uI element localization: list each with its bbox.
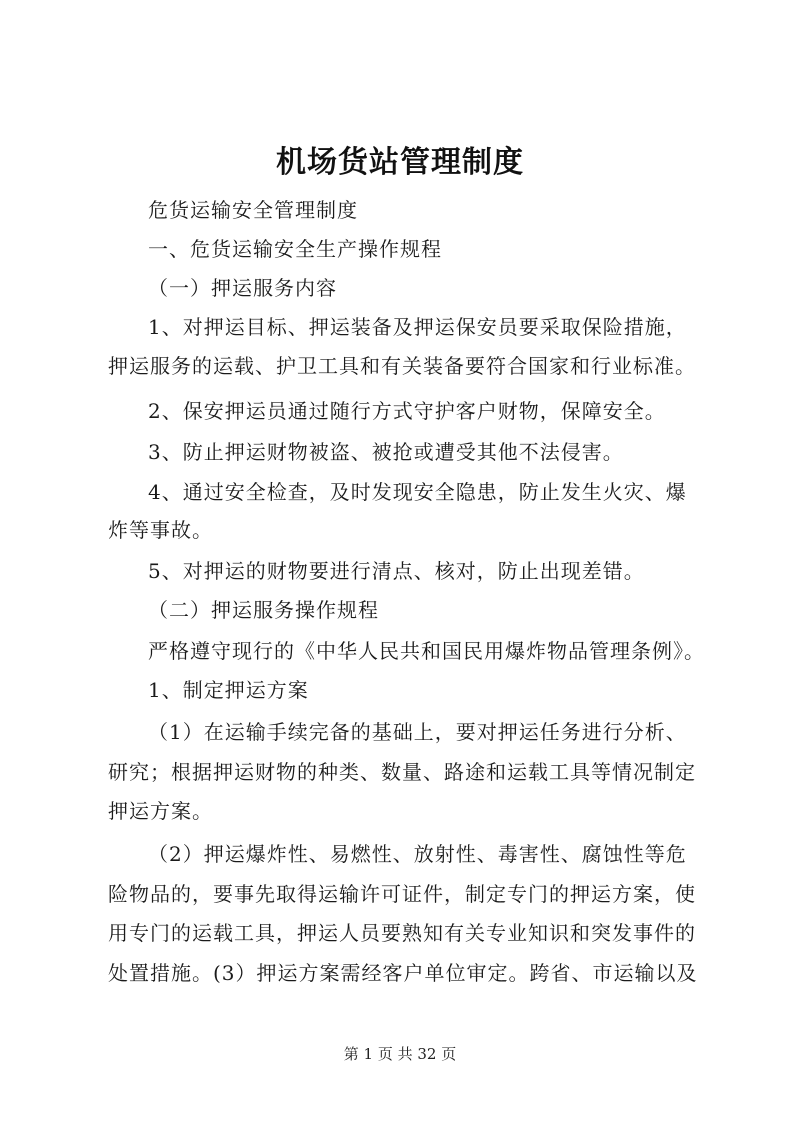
paragraph-line: （1）在运输手续完备的基础上，要对押运任务进行分析、: [148, 720, 687, 744]
paragraph-line: 处置措施。(3）押运方案需经客户单位审定。跨省、市运输以及: [108, 961, 698, 985]
paragraph-line: 1、制定押运方案: [148, 678, 309, 702]
section-heading: 一、危货运输安全生产操作规程: [148, 237, 442, 261]
paragraph-line: 用专门的运载工具，押运人员要熟知有关专业知识和突发事件的: [108, 921, 696, 945]
paragraph-line: 4、通过安全检查，及时发现安全隐患，防止发生火灾、爆: [148, 480, 687, 504]
paragraph-line: 2、保安押运员通过随行方式守护客户财物，保障安全。: [148, 399, 666, 423]
paragraph-line: 严格遵守现行的《中华人民共和国民用爆炸物品管理条例》。: [148, 639, 705, 663]
paragraph-line: 5、对押运的财物要进行清点、核对，防止出现差错。: [148, 559, 645, 583]
document-title: 机场货站管理制度: [276, 145, 524, 180]
paragraph-line: 炸等事故。: [108, 518, 213, 542]
paragraph-line: 研究；根据押运财物的种类、数量、路途和运载工具等情况制定: [108, 760, 696, 784]
paragraph-line: 3、防止押运财物被盗、被抢或遭受其他不法侵害。: [148, 440, 624, 464]
page-footer: 第 1 页 共 32 页: [343, 1045, 457, 1063]
subsection-heading: （二）押运服务操作规程: [148, 598, 379, 622]
paragraph-line: 1、对押运目标、押运装备及押运保安员要采取保险措施，: [148, 315, 687, 339]
paragraph-line: 危货运输安全管理制度: [148, 198, 358, 222]
paragraph-line: 险物品的，要事先取得运输许可证件，制定专门的押运方案，使: [108, 882, 696, 906]
paragraph-line: 押运服务的运载、护卫工具和有关装备要符合国家和行业标准。: [108, 354, 696, 378]
subsection-heading: （一）押运服务内容: [148, 276, 337, 300]
paragraph-line: （2）押运爆炸性、易燃性、放射性、毒害性、腐蚀性等危: [148, 842, 687, 866]
paragraph-line: 押运方案。: [108, 799, 213, 823]
